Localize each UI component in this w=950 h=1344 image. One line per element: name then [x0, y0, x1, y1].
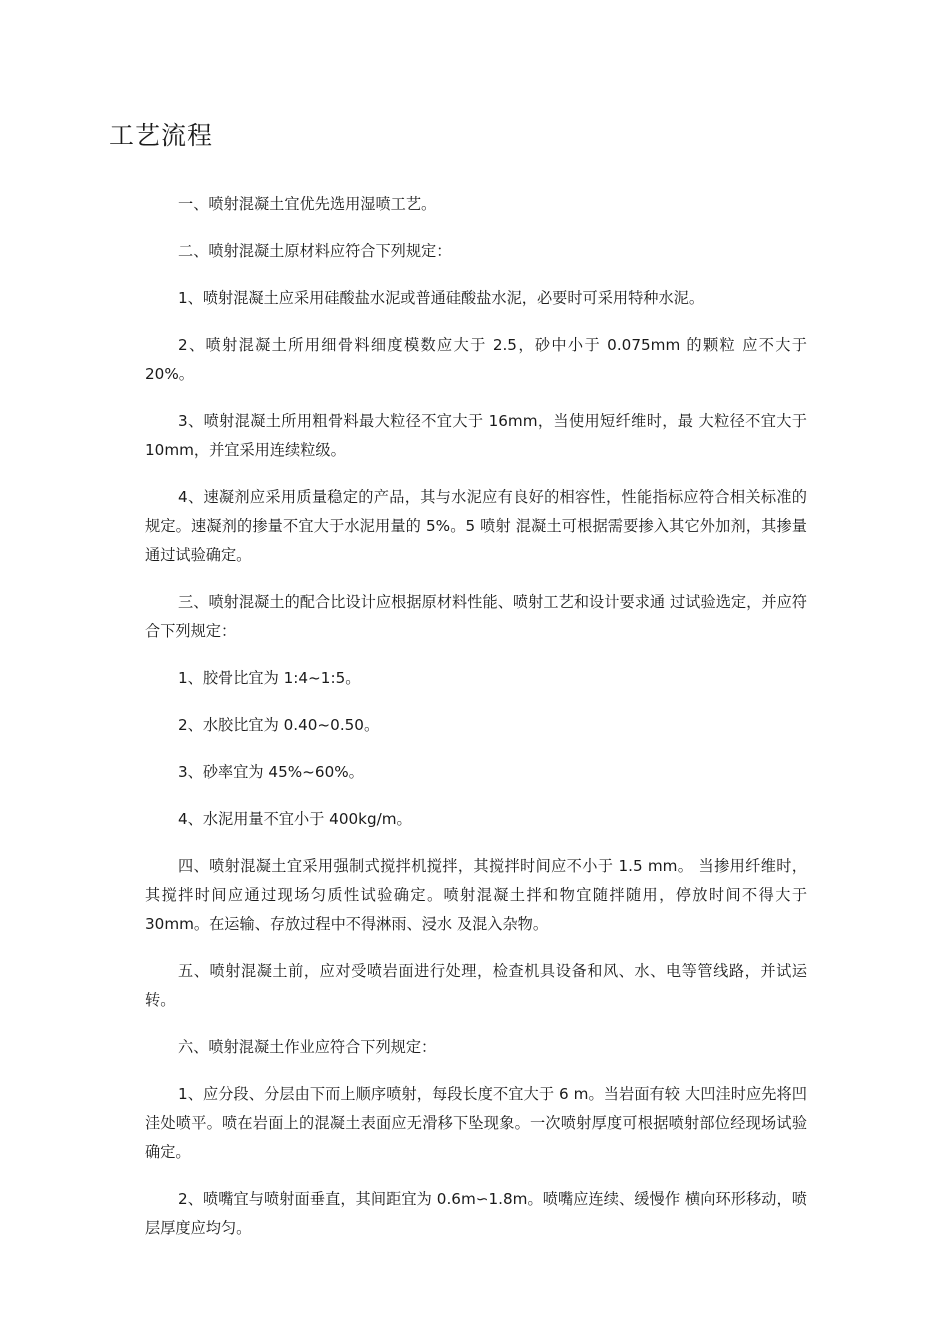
page-title: 工艺流程 [109, 121, 214, 150]
paragraph-13: 五、喷射混凝土前，应对受喷岩面进行处理，检查机具设备和风、水、电等管线路，并试运转。 [145, 962, 807, 1009]
paragraph-9: 2、水胶比宜为 0.40~0.50。 [178, 716, 380, 734]
paragraph-11: 4、水泥用量不宜小于 400kg/m。 [178, 810, 412, 828]
paragraph-5: 3、喷射混凝土所用粗骨料最大粒径不宜大于 16mm，当使用短纤维时，最 大粒径不宜大于 10mm，并宜采用连续粒级。 [145, 412, 807, 459]
paragraph-7: 三、喷射混凝土的配合比设计应根据原材料性能、喷射工艺和设计要求通 过试验选定，并应符合下列规定： [145, 593, 807, 640]
paragraph-15: 1、应分段、分层由下而上顺序喷射，每段长度不宜大于 6 m。当岩面有较 大凹洼时应先将凹洼处喷平。喷在岩面上的混凝土表面应无滑移下坠现象。一次喷射厚度可根据喷射部位经现场试验确定。 [145, 1085, 807, 1161]
paragraph-10: 3、砂率宜为 45%~60%。 [178, 763, 364, 781]
paragraph-8: 1、胶骨比宜为 1:4~1:5。 [178, 669, 361, 687]
paragraph-2: 二、喷射混凝土原材料应符合下列规定： [178, 242, 452, 260]
paragraph-14: 六、喷射混凝土作业应符合下列规定： [178, 1038, 437, 1056]
paragraph-3: 1、喷射混凝土应采用硅酸盐水泥或普通硅酸盐水泥，必要时可采用特种水泥。 [178, 289, 705, 307]
paragraph-6: 4、速凝剂应采用质量稳定的产品，其与水泥应有良好的相容性，性能指标应符合相关标准的规定。速凝剂的掺量不宜大于水泥用量的 5%。5 喷射 混凝土可根据需要掺入其它外加剂，其掺量通过试验确定。 [145, 488, 807, 564]
paragraph-4: 2、喷射混凝土所用细骨料细度模数应大于 2.5，砂中小于 0.075mm 的颗粒 应不大于 20%。 [145, 336, 807, 383]
document-body [145, 190, 807, 1261]
paragraph-12: 四、喷射混凝土宜采用强制式搅拌机搅拌，其搅拌时间应不小于 1.5 mm。 当掺用纤维时，其搅拌时间应通过现场匀质性试验确定。喷射混凝土拌和物宜随拌随用，停放时间不得大于 30mm。在运输、存放过程中不得淋雨、浸水 及混入杂物。 [145, 857, 807, 933]
paragraph-1: 一、喷射混凝土宜优先选用湿喷工艺。 [178, 195, 437, 213]
paragraph-16: 2、喷嘴宜与喷射面垂直，其间距宜为 0.6m∽1.8m。喷嘴应连续、缓慢作 横向环形移动，喷层厚度应均匀。 [145, 1190, 807, 1237]
